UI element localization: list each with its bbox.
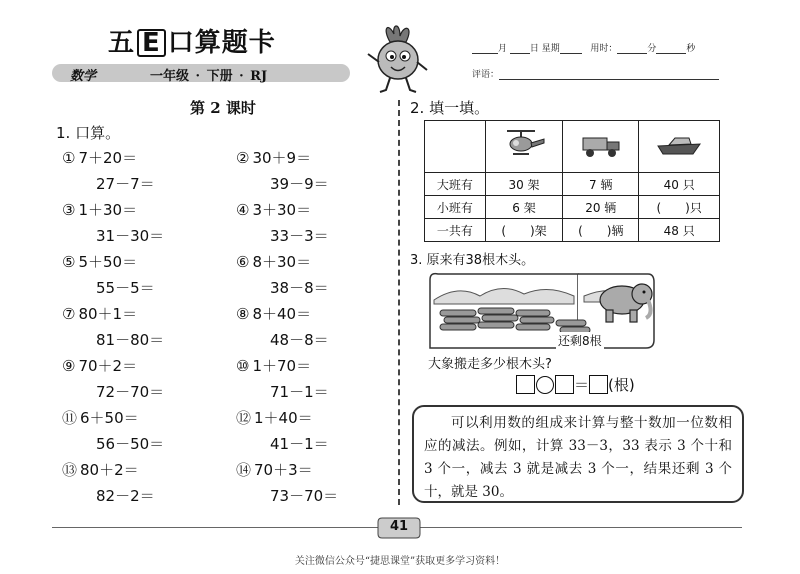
item-number: ⑧ — [236, 305, 250, 323]
item-number: ⑥ — [236, 253, 250, 271]
column-divider — [398, 100, 400, 505]
calc-item — [62, 251, 137, 272]
calc-expression[interactable]: 56－50＝ — [96, 435, 165, 453]
calc-item — [236, 355, 311, 376]
item-number: ⑬ — [62, 461, 78, 479]
tip-text: 可以利用数的组成来计算与整十数加一位数相应的减法。例如，计算 33－3，33 表示 3 个十和 3 个一，减去 3 就是减去 3 个一，结果还剩 3 个十，就是 30。 — [424, 415, 732, 500]
grade-info: 一年级 · 下册 · RJ — [150, 69, 268, 84]
calc-expression[interactable]: 48－8＝ — [270, 331, 329, 349]
item-number: ⑭ — [236, 461, 252, 479]
date-line: 月 日 星期 用时： 分 秒 — [472, 41, 695, 54]
calc-item — [62, 303, 137, 324]
item-number: ⑤ — [62, 253, 76, 271]
calc-expression[interactable]: 33－3＝ — [270, 227, 329, 245]
calc-item — [62, 199, 137, 220]
calc-expression[interactable]: 81－80＝ — [96, 331, 165, 349]
row-label: 一共有 — [425, 219, 486, 242]
eval-line: 评语： — [472, 67, 719, 80]
answer-box-result[interactable] — [589, 375, 608, 394]
fill-table — [424, 120, 720, 242]
item-number: ⑦ — [62, 305, 76, 323]
table-cell: 20 辆 — [563, 196, 639, 219]
day-blank[interactable] — [510, 44, 530, 54]
operator-circle[interactable] — [536, 376, 554, 394]
calc-expression[interactable]: 7＋20＝ — [78, 149, 138, 167]
radish-mascot-icon — [362, 20, 432, 96]
calc-item — [236, 147, 311, 168]
remain-label: 还剩8根 — [558, 334, 602, 348]
question-3-title: 3. 原来有38根木头。 — [410, 253, 535, 268]
item-number: ⑨ — [62, 357, 76, 375]
eval-blank[interactable] — [499, 70, 719, 80]
calc-item — [236, 407, 313, 428]
calc-expression[interactable]: 3＋30＝ — [252, 201, 312, 219]
calc-expression[interactable]: 41－1＝ — [270, 435, 329, 453]
item-number: ⑩ — [236, 357, 250, 375]
calc-expression[interactable]: 80＋1＝ — [78, 305, 138, 323]
answer-cell[interactable]: ( )只 — [639, 196, 720, 219]
footer-notice: 关注微信公众号“捷思课堂”获取更多学习资料！ — [294, 556, 506, 567]
item-number: ② — [236, 149, 250, 167]
answer-box-2[interactable] — [555, 375, 574, 394]
calc-item — [236, 459, 313, 480]
calc-expression[interactable]: 6＋50＝ — [80, 409, 139, 427]
calc-expression[interactable]: 38－8＝ — [270, 279, 329, 297]
month-blank[interactable] — [472, 44, 498, 54]
calc-expression[interactable]: 31－30＝ — [96, 227, 165, 245]
helicopter-icon — [501, 127, 547, 163]
row-label: 大班有 — [425, 173, 486, 196]
subject-label: 数学 — [70, 69, 97, 84]
question-text: 大象搬走多少根木头? — [428, 357, 552, 372]
equals-sign: ＝ — [574, 376, 590, 394]
calc-item — [62, 147, 137, 168]
answer-cell[interactable]: ( )架 — [485, 219, 562, 242]
seconds-blank[interactable] — [656, 44, 686, 54]
calc-item — [62, 407, 139, 428]
question-2-title: 2. 填一填。 — [410, 99, 490, 117]
boat-icon — [655, 132, 703, 158]
calc-expression[interactable]: 1＋70＝ — [252, 357, 312, 375]
minutes-blank[interactable] — [617, 44, 647, 54]
table-cell: 30 架 — [485, 173, 562, 196]
calc-item — [62, 355, 137, 376]
calc-item — [236, 199, 311, 220]
table-corner — [425, 121, 486, 173]
item-number: ⑪ — [62, 409, 78, 427]
unit-label: (根) — [608, 376, 635, 394]
card-title: 五 E 口算题卡 — [108, 28, 276, 58]
item-number: ④ — [236, 201, 250, 219]
table-cell: 6 架 — [485, 196, 562, 219]
calc-expression[interactable]: 8＋40＝ — [252, 305, 312, 323]
item-number: ③ — [62, 201, 76, 219]
calc-expression[interactable]: 71－1＝ — [270, 383, 329, 401]
calc-expression[interactable]: 80＋2＝ — [80, 461, 139, 479]
answer-cell[interactable]: ( )辆 — [563, 219, 639, 242]
answer-box-1[interactable] — [516, 375, 535, 394]
table-cell: 40 只 — [639, 173, 720, 196]
calc-item — [236, 251, 311, 272]
calc-expression[interactable]: 1＋30＝ — [78, 201, 138, 219]
table-cell: 48 只 — [639, 219, 720, 242]
calc-item — [62, 459, 139, 480]
calc-expression[interactable]: 70＋3＝ — [254, 461, 313, 479]
calc-expression[interactable]: 39－9＝ — [270, 175, 329, 193]
calc-expression[interactable]: 72－70＝ — [96, 383, 165, 401]
calc-expression[interactable]: 5＋50＝ — [78, 253, 138, 271]
calc-expression[interactable]: 82－2＝ — [96, 487, 155, 505]
weekday-blank[interactable] — [560, 44, 582, 54]
calc-item — [236, 303, 311, 324]
truck-icon — [579, 130, 623, 160]
calc-expression[interactable]: 70＋2＝ — [78, 357, 138, 375]
table-cell: 7 辆 — [563, 173, 639, 196]
answer-equation — [516, 374, 635, 395]
item-number: ① — [62, 149, 76, 167]
calc-expression[interactable]: 30＋9＝ — [252, 149, 312, 167]
calc-expression[interactable]: 73－70＝ — [270, 487, 339, 505]
calc-expression[interactable]: 1＋40＝ — [254, 409, 313, 427]
tip-box — [412, 405, 744, 503]
page-number: 41 — [389, 519, 409, 534]
calc-expression[interactable]: 27－7＝ — [96, 175, 155, 193]
calc-expression[interactable]: 55－5＝ — [96, 279, 155, 297]
item-number: ⑫ — [236, 409, 252, 427]
question-1-title: 1. 口算。 — [56, 124, 121, 142]
row-label: 小班有 — [425, 196, 486, 219]
calc-expression[interactable]: 8＋30＝ — [252, 253, 312, 271]
lesson-title: 第 2 课时 — [190, 99, 256, 117]
elephant-logs-illustration — [428, 270, 656, 352]
